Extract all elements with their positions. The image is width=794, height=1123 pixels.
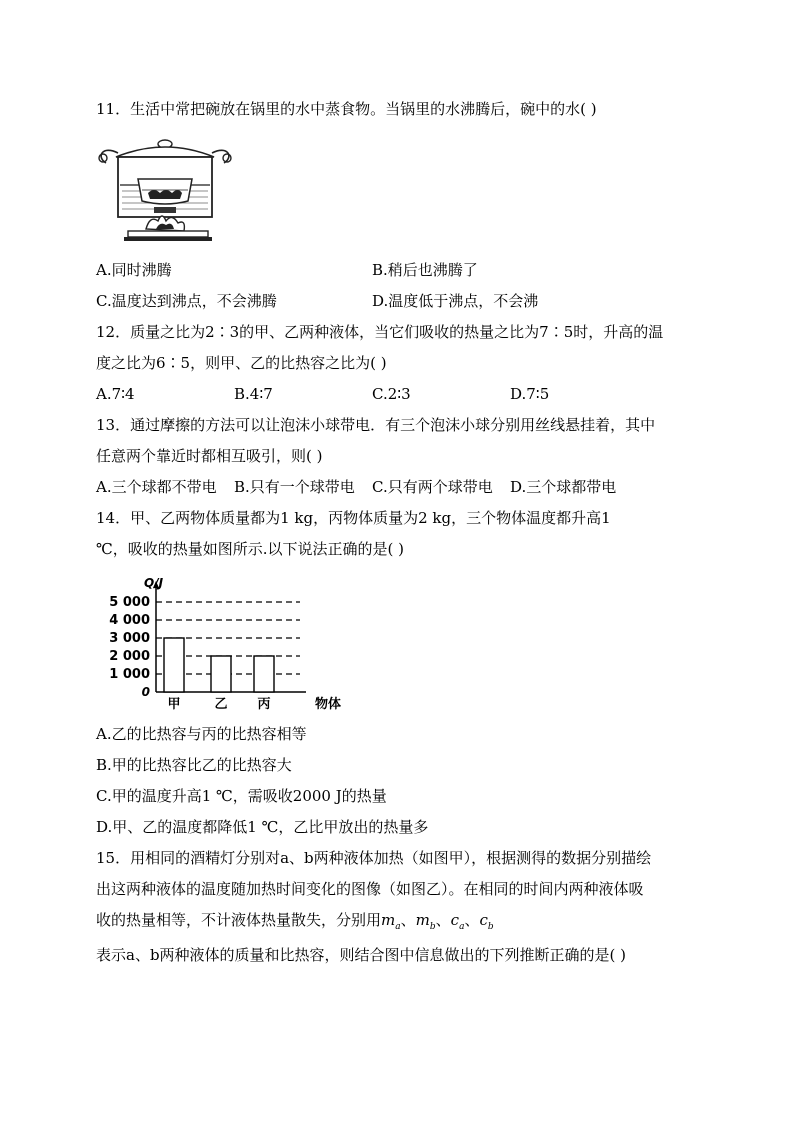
- symbol-m: m: [415, 911, 430, 929]
- q11-option-c[interactable]: C.温度达到沸点，不会沸腾: [96, 292, 277, 310]
- x-tick-label: 甲: [167, 697, 181, 712]
- q12-option-d[interactable]: D.7∶5: [510, 385, 550, 403]
- x-tick-label: 丙: [257, 697, 271, 712]
- q13-option-d[interactable]: D.三个球都带电: [510, 478, 617, 496]
- q15-line3-text: 收的热量相等，不计液体热量散失，分别用: [96, 911, 382, 929]
- subscript-a: a: [459, 922, 465, 932]
- y-tick-label: 4 000: [109, 613, 150, 628]
- q13-option-a[interactable]: A.三个球都不带电: [96, 478, 217, 496]
- y-tick-label: 0: [141, 685, 150, 699]
- q11-option-a[interactable]: A.同时沸腾: [96, 261, 172, 279]
- bar: [254, 656, 274, 692]
- q15-line4: 表示a、b两种液体的质量和比热容，则结合图中信息做出的下列推断正确的是( ): [96, 946, 627, 964]
- q15-line2: 出这两种液体的温度随加热时间变化的图像（如图乙）。在相同的时间内两种液体吸: [96, 880, 644, 898]
- q14-stem-line1: 14．甲、乙两物体质量都为1 kg，丙物体质量为2 kg，三个物体温度都升高1: [96, 509, 611, 527]
- q14-stem-line2: ℃，吸收的热量如图所示.以下说法正确的是( ): [96, 540, 405, 558]
- q12-option-c[interactable]: C.2∶3: [372, 385, 411, 403]
- y-tick-label: 3 000: [109, 631, 150, 646]
- q12-option-a[interactable]: A.7∶4: [96, 385, 135, 403]
- q14-option-b[interactable]: B.甲的比热容比乙的比热容大: [96, 756, 292, 774]
- q14-option-a[interactable]: A.乙的比热容与丙的比热容相等: [96, 725, 307, 743]
- symbol-m: m: [381, 911, 396, 929]
- q11-option-b[interactable]: B.稍后也沸腾了: [372, 261, 478, 279]
- separator: 、: [400, 911, 416, 929]
- bar: [164, 638, 184, 692]
- y-tick-label: 2 000: [109, 649, 150, 664]
- q11-stem: 11．生活中常把碗放在锅里的水中蒸食物。当锅里的水沸腾后，碗中的水( ): [96, 100, 597, 118]
- y-tick-label: 5 000: [109, 595, 150, 610]
- q15-line1: 15．用相同的酒精灯分别对a、b两种液体加热（如图甲），根据测得的数据分别描绘: [96, 849, 652, 867]
- symbol-c: c: [450, 911, 460, 929]
- q14-option-c[interactable]: C.甲的温度升高1 ℃，需吸收2000 J的热量: [96, 787, 387, 805]
- heat-bar-chart: [96, 574, 356, 714]
- subscript-b: b: [487, 922, 494, 932]
- q13-stem-line2: 任意两个靠近时都相互吸引，则( ): [96, 447, 323, 465]
- subscript-b: b: [429, 922, 436, 932]
- q13-stem-line1: 13．通过摩擦的方法可以让泡沫小球带电．有三个泡沫小球分别用丝线悬挂着，其中: [96, 416, 656, 434]
- y-tick-label: 1 000: [109, 667, 150, 682]
- y-axis-label: Q/J: [144, 576, 164, 590]
- q15-line3: [96, 910, 494, 937]
- pot-figure: [94, 135, 244, 250]
- x-axis-label: 物体: [314, 697, 342, 712]
- q14-option-d[interactable]: D.甲、乙的温度都降低1 ℃，乙比甲放出的热量多: [96, 818, 429, 836]
- q12-stem-line1: 12．质量之比为2∶3的甲、乙两种液体，当它们吸收的热量之比为7∶5时，升高的温: [96, 323, 664, 341]
- bar: [211, 656, 231, 692]
- q13-option-c[interactable]: C.只有两个球带电: [372, 478, 493, 496]
- separator: 、: [464, 911, 480, 929]
- subscript-a: a: [395, 922, 401, 932]
- q11-option-d[interactable]: D.温度低于沸点，不会沸: [372, 292, 539, 310]
- separator: 、: [435, 911, 451, 929]
- q12-stem-line2: 度之比为6∶5，则甲、乙的比热容之比为( ): [96, 354, 387, 372]
- q13-option-b[interactable]: B.只有一个球带电: [234, 478, 355, 496]
- symbol-c: c: [479, 911, 488, 929]
- x-tick-label: 乙: [214, 697, 228, 712]
- q12-option-b[interactable]: B.4∶7: [234, 385, 273, 403]
